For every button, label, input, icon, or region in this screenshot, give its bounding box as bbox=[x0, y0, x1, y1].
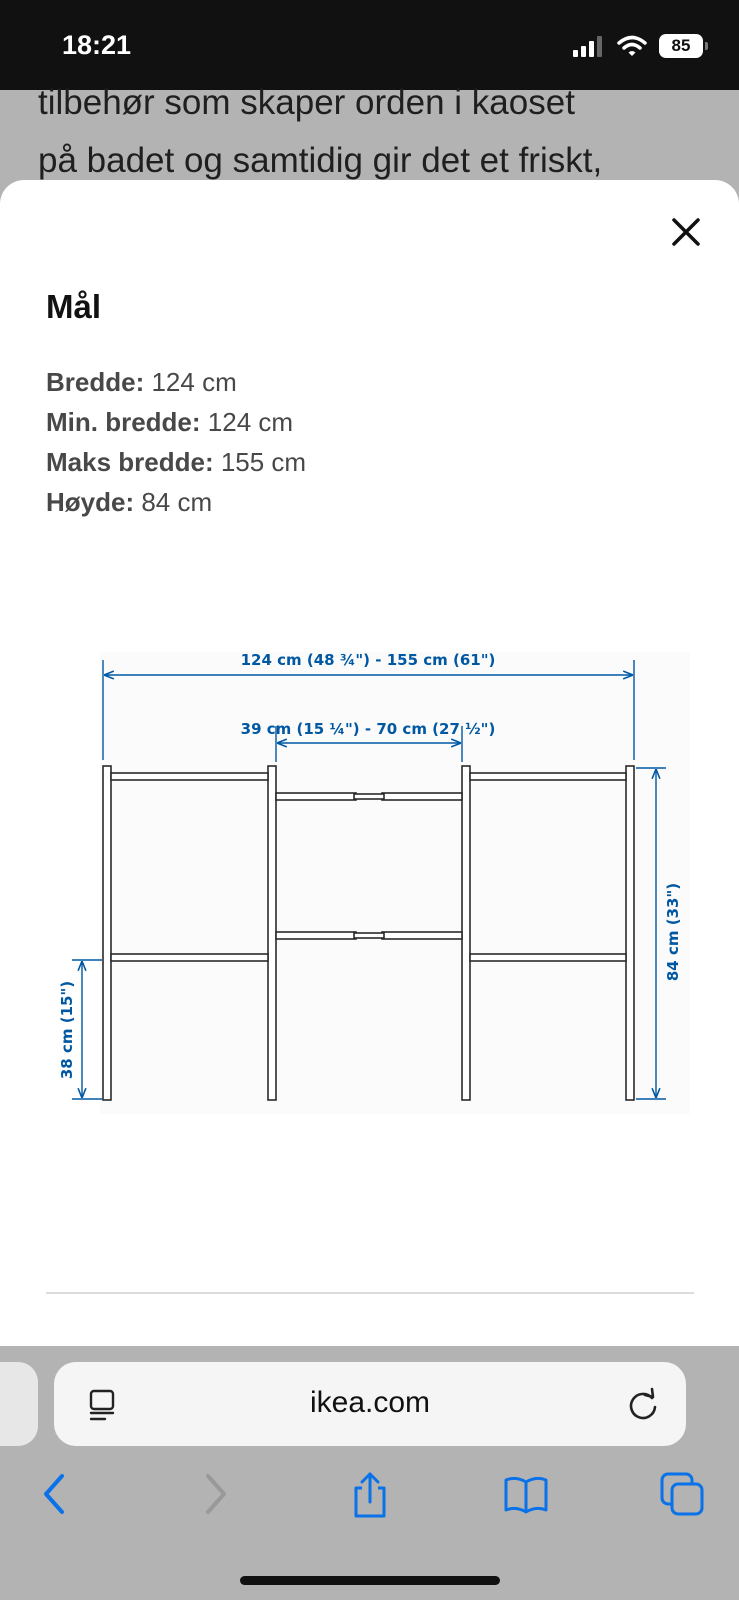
spec-value: 124 cm bbox=[200, 407, 294, 437]
spec-row-width bbox=[46, 362, 306, 402]
address-bar[interactable] bbox=[54, 1362, 686, 1446]
spec-label: Bredde: bbox=[46, 367, 145, 397]
tabs-icon[interactable] bbox=[658, 1470, 706, 1518]
share-icon[interactable] bbox=[346, 1470, 394, 1518]
wifi-icon bbox=[617, 35, 647, 57]
home-indicator[interactable] bbox=[240, 1576, 500, 1585]
forward-icon[interactable] bbox=[190, 1470, 238, 1518]
back-icon[interactable] bbox=[32, 1470, 80, 1518]
signal-icon bbox=[573, 35, 605, 57]
status-time: 18:21 bbox=[62, 30, 132, 60]
bookmarks-icon[interactable] bbox=[502, 1470, 550, 1518]
spec-value: 84 cm bbox=[134, 487, 213, 517]
spec-value: 124 cm bbox=[144, 367, 237, 397]
spec-row-max-width bbox=[46, 442, 306, 482]
spec-row-min-width bbox=[46, 402, 306, 442]
previous-tab-peek[interactable] bbox=[0, 1362, 38, 1446]
close-icon[interactable] bbox=[668, 214, 704, 250]
reload-icon[interactable] bbox=[626, 1386, 660, 1422]
background-text-line: tilbehør som skaper orden i kaoset bbox=[38, 83, 575, 122]
background-article-text bbox=[38, 74, 738, 190]
status-icons bbox=[573, 32, 703, 60]
sheet-title: Mål bbox=[46, 288, 102, 325]
spec-label: Min. bredde: bbox=[46, 407, 201, 437]
spec-row-height bbox=[46, 482, 306, 522]
dimension-specs bbox=[46, 362, 306, 522]
total-width-label: 124 cm (48 ¾") - 155 cm (61") bbox=[240, 651, 496, 669]
height-label: 84 cm (33") bbox=[664, 882, 682, 982]
dimensions-sheet bbox=[0, 180, 739, 1346]
battery-indicator: 85 bbox=[659, 34, 703, 58]
url-text[interactable]: ikea.com bbox=[309, 1386, 431, 1419]
lower-bar-height-label: 38 cm (15") bbox=[58, 980, 76, 1080]
spec-label: Høyde: bbox=[46, 487, 135, 517]
spec-label: Maks bredde: bbox=[46, 447, 214, 477]
spec-value: 155 cm bbox=[213, 447, 307, 477]
middle-width-label: 39 cm (15 ¼") - 70 cm (27 ½") bbox=[240, 720, 496, 738]
divider bbox=[46, 1292, 694, 1294]
dimension-diagram bbox=[0, 640, 739, 1320]
background-text-line: på badet og samtidig gir det et friskt, bbox=[38, 141, 603, 180]
